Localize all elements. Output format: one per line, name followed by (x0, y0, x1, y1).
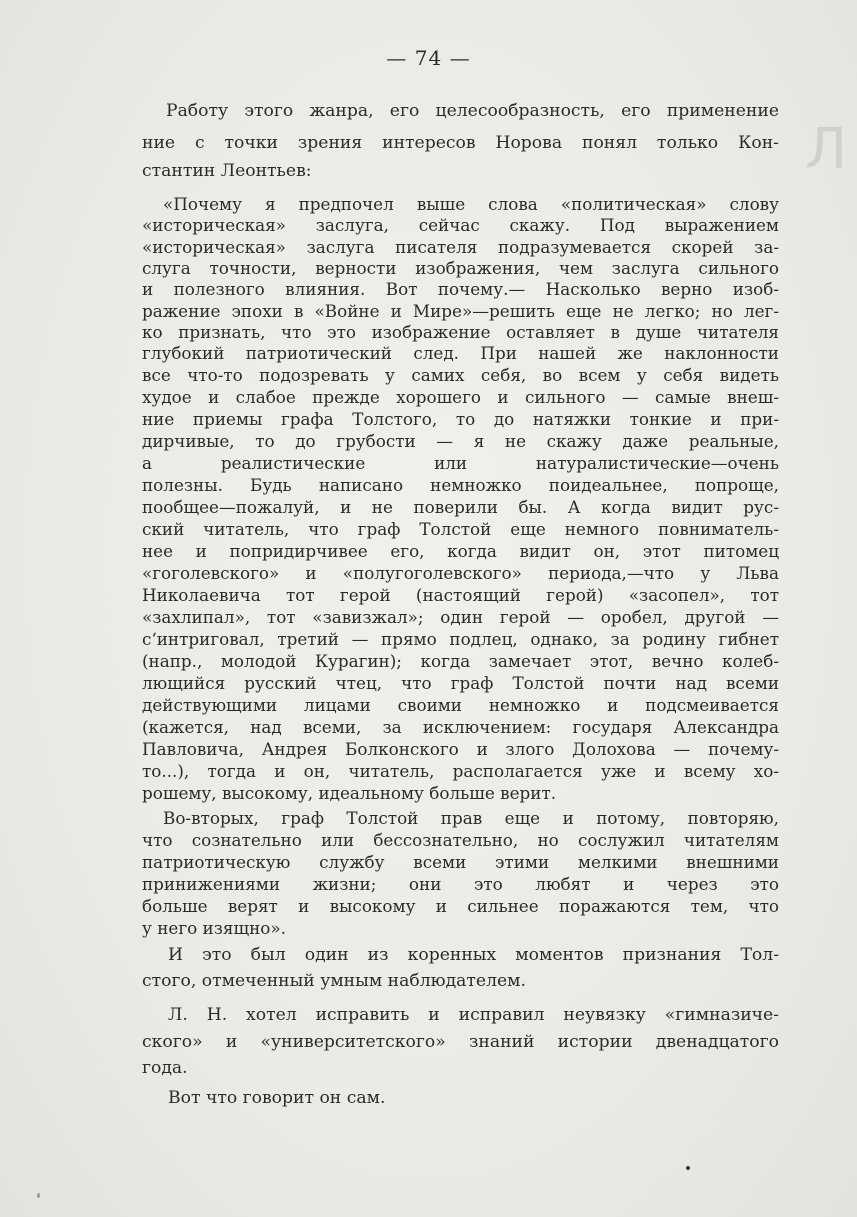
dust-speck (686, 1166, 690, 1170)
text-line: Вот что говорит он сам. (168, 1088, 386, 1108)
text-line: нее и попридирчивее его, когда видит он, этот питомец (142, 541, 779, 561)
text-line: глубокий патриотический след. При нашей же наклонности (142, 343, 779, 363)
text-line: ского» и «университетского» знаний истории двенадцатого (142, 1032, 779, 1052)
text-line: ко признать, что это изображение оставляет в душе читателя (142, 322, 779, 342)
page-number: — 74 — (386, 46, 471, 70)
text-line: ние приемы графа Толстого, то до натяжки тонкие и при- (142, 409, 779, 429)
text-line: ние с точки зрения интересов Норова понял только Кон- (142, 133, 779, 153)
text-line: «захлипал», тот «завизжал»; один герой — оробел, другой — (142, 607, 779, 627)
text-line: Николаевича тот герой (настоящий герой) «засопел», тот (142, 585, 779, 605)
text-line: пообщее—пожалуй, и не поверили бы. А когда видит рус- (142, 497, 779, 517)
text-line: патриотическую службу всеми этими мелкими внешними (142, 852, 779, 872)
text-line: и полезного влияния. Вот почему.— Насколько верно изоб- (142, 279, 779, 299)
text-line: «историческая» заслуга писателя подразумевается скорей за- (142, 237, 779, 257)
text-line: то...), тогда и он, читатель, располагается уже и всему хо- (142, 761, 779, 781)
text-line: года. (142, 1058, 188, 1078)
text-line: Л. Н. хотел исправить и исправил неувязку «гимназиче- (168, 1005, 779, 1025)
text-line: ский читатель, что граф Толстой еще немного повниматель- (142, 519, 779, 539)
text-line: а реалистические или натуралистические—очень (142, 453, 779, 473)
text-line: у него изящно». (142, 918, 286, 938)
text-line: Работу этого жанра, его целесообразность, его применение (166, 101, 779, 121)
text-line: (кажется, над всеми, за исключением: государя Александра (142, 717, 779, 737)
text-line: Во-вторых, граф Толстой прав еще и потому, повторяю, (163, 808, 779, 828)
text-line: дирчивые, то до грубости — я не скажу даже реальные, (142, 431, 779, 451)
dust-speck (37, 1193, 40, 1198)
text-line: с‘интриговал, третий — прямо подлец, однако, за родину гибнет (142, 629, 779, 649)
text-line: рошему, высокому, идеальному больше верит. (142, 783, 557, 803)
show-through-mark: Л (805, 117, 842, 182)
text-line: все что-то подозревать у самих себя, во всем у себя видеть (142, 365, 779, 385)
text-line: слуга точности, верности изображения, чем заслуга сильного (142, 258, 779, 278)
text-line: стантин Леонтьев: (142, 161, 312, 181)
text-line: Павловича, Андрея Болконского и злого Долохова — почему- (142, 739, 779, 759)
text-line: полезны. Будь написано немножко поидеальнее, попроще, (142, 475, 779, 495)
text-line: «Почему я предпочел выше слова «политическая» слову (163, 194, 779, 214)
text-line: что сознательно или бессознательно, но сослужил читателям (142, 830, 779, 850)
text-line: действующими лицами своими немножко и подсмеивается (142, 695, 779, 715)
text-line: И это был один из коренных моментов признания Тол- (168, 945, 779, 965)
text-line: ражение эпохи в «Войне и Мире»—решить еще не легко; но лег- (142, 301, 779, 321)
text-line: (напр., молодой Курагин); когда замечает этот, вечно колеб- (142, 651, 779, 671)
text-line: лющийся русский чтец, что граф Толстой почти над всеми (142, 673, 779, 693)
text-line: «гоголевского» и «полугоголевского» периода,—что у Льва (142, 563, 779, 583)
text-line: больше верят и высокому и сильнее поражаются тем, что (142, 896, 779, 916)
text-line: худое и слабое прежде хорошего и сильного — самые внеш- (142, 387, 779, 407)
text-line: принижениями жизни; они это любят и через это (142, 874, 779, 894)
text-line: стого, отмеченный умным наблюдателем. (142, 971, 527, 991)
text-line: «историческая» заслуга, сейчас скажу. Под выражением (142, 215, 779, 235)
